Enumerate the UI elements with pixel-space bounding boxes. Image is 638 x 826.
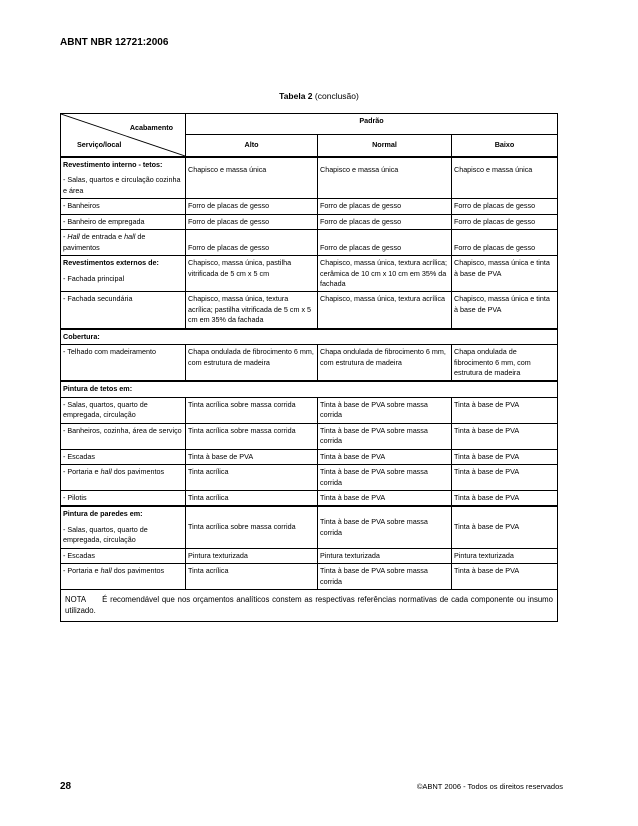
table-row	[61, 292, 558, 329]
cell-alto: Pintura texturizada	[186, 548, 318, 563]
finishes-table	[60, 113, 558, 622]
cell-normal: Forro de placas de gesso	[318, 199, 452, 214]
cell-baixo: Tinta à base de PVA	[452, 465, 558, 491]
table-row	[61, 345, 558, 382]
copyright: ©ABNT 2006 - Todos os direitos reservados	[416, 782, 563, 791]
cell-text: Chapisco e massa única	[320, 165, 399, 174]
cell-baixo: Tinta à base de PVA	[452, 490, 558, 506]
cell-normal	[318, 157, 452, 199]
label-italic: hall	[100, 467, 112, 477]
cell-normal: Chapisco, massa única, textura acrílica	[318, 292, 452, 329]
cell-baixo: Tinta à base de PVA	[452, 423, 558, 449]
cell-alto: Chapa ondulada de fibrocimento 6 mm, com estrutura de madeira	[186, 345, 318, 382]
row-label	[61, 157, 186, 199]
table-row	[61, 230, 558, 256]
table-row	[61, 548, 558, 563]
row-label	[61, 465, 186, 491]
cell-baixo: Pintura texturizada	[452, 548, 558, 563]
cell-normal: Forro de placas de gesso	[318, 230, 452, 256]
row-label: - Escadas	[61, 548, 186, 563]
corner-servico-local: Serviço/local	[77, 140, 122, 149]
cell-baixo: Forro de placas de gesso	[452, 199, 558, 214]
cell-normal: Tinta à base de PVA	[318, 490, 452, 506]
cell-alto: Chapisco, massa única, textura acrílica; pastilha vitrificada de 5 cm x 5 cm em 35% da fachada	[186, 292, 318, 329]
note-row	[61, 590, 558, 622]
row-label: - Salas, quartos, quarto de empregada, circulação	[61, 397, 186, 423]
col-normal: Normal	[318, 135, 452, 158]
label-italic: hall	[100, 566, 112, 576]
row-label	[61, 564, 186, 590]
cell-alto: Tinta acrílica	[186, 490, 318, 506]
corner-cell	[61, 114, 186, 158]
row-label: - Banheiros, cozinha, área de serviço	[61, 423, 186, 449]
cell-normal: Tinta à base de PVA sobre massa corrida	[318, 423, 452, 449]
label-part: dos pavimentos	[111, 467, 165, 477]
cell-baixo: Chapisco, massa única e tinta à base de PVA	[452, 292, 558, 329]
cell-baixo: Tinta à base de PVA	[452, 397, 558, 423]
row-sublabel: - Salas, quartos e circulação cozinha e área	[63, 175, 181, 195]
col-baixo: Baixo	[452, 135, 558, 158]
cell-baixo: Chapa ondulada de fibrocimento 6 mm, com estrutura de madeira	[452, 345, 558, 382]
cell-baixo: Tinta à base de PVA	[452, 449, 558, 464]
cell-baixo: Tinta à base de PVA	[452, 506, 558, 548]
table-row	[61, 256, 558, 292]
table-caption	[0, 91, 638, 101]
section-title: Revestimentos externos de:	[63, 258, 159, 268]
row-sublabel: - Fachada principal	[63, 273, 125, 283]
cell-alto: Tinta acrílica	[186, 465, 318, 491]
cell-normal: Chapa ondulada de fibrocimento 6 mm, com estrutura de madeira	[318, 345, 452, 382]
cell-baixo: Forro de placas de gesso	[452, 214, 558, 229]
row-label: - Fachada secundária	[61, 292, 186, 329]
cell-alto: Tinta acrílica sobre massa corrida	[186, 423, 318, 449]
page-number: 28	[60, 781, 72, 792]
section-title: Pintura de tetos em:	[61, 381, 558, 397]
label-part: de pavimentos	[63, 232, 146, 252]
cell-alto: Tinta acrílica	[186, 564, 318, 590]
cell-normal: Tinta à base de PVA sobre massa corrida	[318, 506, 452, 548]
table-row	[61, 214, 558, 229]
corner-acabamento: Acabamento	[129, 123, 173, 132]
row-label: - Escadas	[61, 449, 186, 464]
padrao-header: Padrão	[186, 114, 558, 135]
cell-alto: Tinta acrílica sobre massa corrida	[186, 397, 318, 423]
table-row	[61, 490, 558, 506]
table-row	[61, 199, 558, 214]
cell-normal: Tinta à base de PVA sobre massa corrida	[318, 564, 452, 590]
table-row	[61, 465, 558, 491]
row-label	[61, 230, 186, 256]
row-label: - Pilotis	[61, 490, 186, 506]
cell-alto: Chapisco, massa única, pastilha vitrificada de 5 cm x 5 cm	[186, 256, 318, 292]
label-italic: Hall	[67, 232, 80, 242]
document-header: ABNT NBR 12721:2006	[60, 37, 169, 48]
cell-alto	[186, 157, 318, 199]
cell-normal: Tinta à base de PVA sobre massa corrida	[318, 465, 452, 491]
cell-normal: Chapisco, massa única, textura acrílica; cerâmica de 10 cm x 10 cm em 35% da fachada	[318, 256, 452, 292]
label-part: dos pavimentos	[111, 566, 165, 576]
row-sublabel: - Salas, quartos, quarto de empregada, circulação	[63, 524, 148, 545]
label-italic: hall	[124, 232, 136, 242]
cell-text: Chapisco e massa única	[454, 165, 533, 174]
label-part: - Portaria e	[63, 566, 101, 576]
cell-alto: Tinta acrílica sobre massa corrida	[186, 506, 318, 548]
cell-alto: Tinta à base de PVA	[186, 449, 318, 464]
cell-baixo: Chapisco, massa única e tinta à base de PVA	[452, 256, 558, 292]
section-title: Cobertura:	[61, 329, 558, 345]
col-alto: Alto	[186, 135, 318, 158]
label-part: - Portaria e	[63, 467, 101, 477]
cell-alto: Forro de placas de gesso	[186, 214, 318, 229]
row-label: - Telhado com madeiramento	[61, 345, 186, 382]
cell-normal: Pintura texturizada	[318, 548, 452, 563]
section-row	[61, 329, 558, 345]
cell-normal: Tinta à base de PVA sobre massa corrida	[318, 397, 452, 423]
row-label: - Banheiros	[61, 199, 186, 214]
table-caption-label: Tabela 2	[279, 91, 313, 101]
cell-alto: Forro de placas de gesso	[186, 199, 318, 214]
row-label	[61, 506, 186, 548]
table-row	[61, 157, 558, 199]
cell-normal: Forro de placas de gesso	[318, 214, 452, 229]
cell-text: Chapisco e massa única	[188, 165, 267, 174]
cell-baixo: Tinta à base de PVA	[452, 564, 558, 590]
section-title: Pintura de paredes em:	[63, 509, 143, 519]
section-row	[61, 381, 558, 397]
section-title: Revestimento interno - tetos:	[63, 160, 163, 169]
label-part: de entrada e	[79, 232, 125, 242]
table-row	[61, 506, 558, 548]
table-caption-suffix: (conclusão)	[314, 91, 359, 101]
cell-alto: Forro de placas de gesso	[186, 230, 318, 256]
label-part: -	[63, 232, 68, 242]
row-label	[61, 256, 186, 292]
table-note: NOTA É recomendável que nos orçamentos analíticos constem as respectivas referências normativas de cada componente ou insumo utilizado.	[61, 590, 558, 622]
cell-normal: Tinta à base de PVA	[318, 449, 452, 464]
row-label: - Banheiro de empregada	[61, 214, 186, 229]
table-row	[61, 449, 558, 464]
table-row	[61, 397, 558, 423]
cell-baixo: Forro de placas de gesso	[452, 230, 558, 256]
cell-baixo	[452, 157, 558, 199]
table-row	[61, 423, 558, 449]
header-row-1	[61, 114, 558, 135]
table-row	[61, 564, 558, 590]
